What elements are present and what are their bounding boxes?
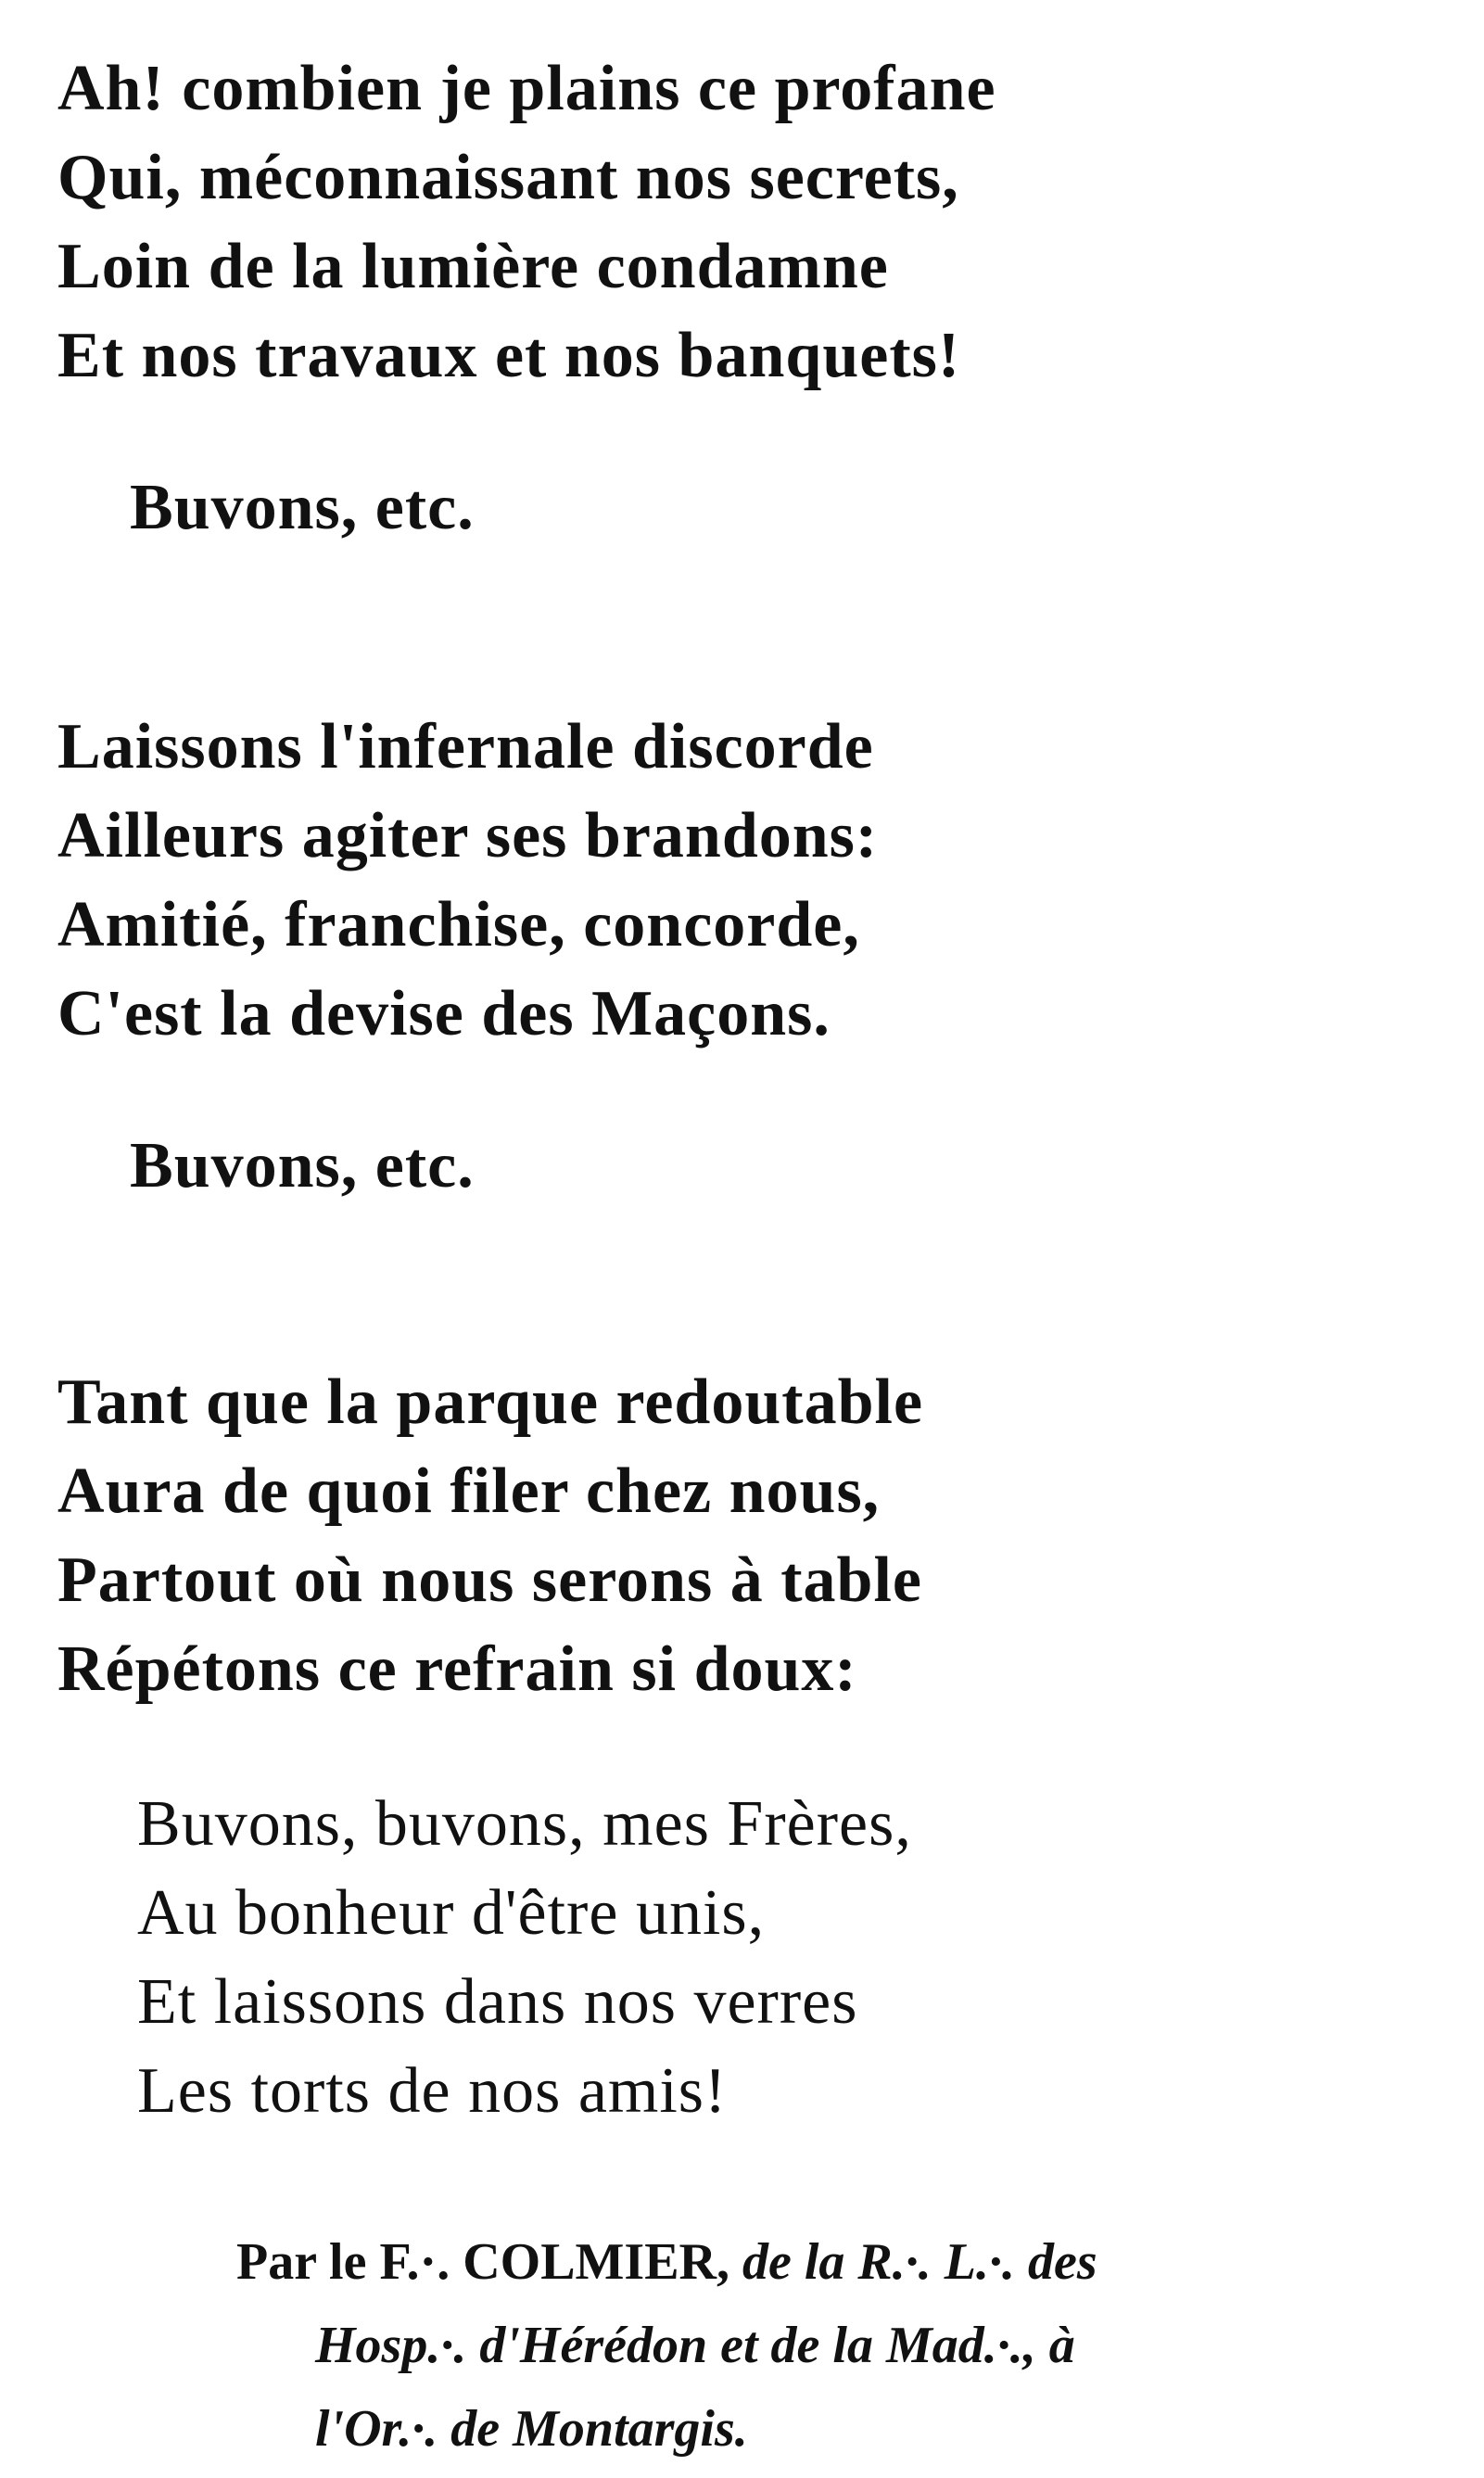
attribution-line-2: Hosp.·. d'Hérédon et de la Mad.·., à — [315, 2317, 1075, 2374]
verse-line: C'est la devise des Maçons. — [57, 978, 831, 1049]
verse-line: Ah! combien je plains ce profane — [57, 53, 996, 124]
verse-line: Qui, méconnaissant nos secrets, — [57, 142, 959, 213]
verse-line: Ailleurs agiter ses brandons: — [57, 800, 879, 871]
verse-line: Loin de la lumière condamne — [57, 231, 889, 302]
stanza-1 — [57, 44, 1429, 400]
chorus-line: Buvons, buvons, mes Frères, — [137, 1788, 912, 1860]
verse-line: Tant que la parque redoutable — [57, 1366, 924, 1438]
stanza-2 — [57, 703, 1429, 1059]
refrain-line: Buvons, etc. — [130, 1130, 475, 1201]
verse-line: Laissons l'infernale discorde — [57, 711, 874, 782]
stanza-3 — [57, 1358, 1429, 1714]
verse-line: Répétons ce refrain si doux: — [57, 1633, 857, 1705]
refrain-line: Buvons, etc. — [130, 472, 475, 543]
author-credit: Par le F.·. COLMIER, — [236, 2233, 729, 2291]
chorus-line: Et laissons dans nos verres — [137, 1966, 858, 2038]
attribution-line-3: l'Or.·. de Montargis. — [315, 2400, 748, 2458]
chorus — [137, 1780, 1453, 2136]
verse-line: Et nos travaux et nos banquets! — [57, 320, 961, 391]
verse-line: Partout où nous serons à table — [57, 1544, 922, 1616]
verse-line: Aura de quoi filer chez nous, — [57, 1455, 881, 1527]
attribution — [236, 2220, 1460, 2471]
lodge-credit: de la R.·. L.·. des — [742, 2233, 1097, 2291]
attribution-line-1 — [236, 2220, 1460, 2304]
verse-line: Amitié, franchise, concorde, — [57, 889, 860, 960]
chorus-line: Les torts de nos amis! — [137, 2055, 728, 2127]
chorus-line: Au bonheur d'être unis, — [137, 1877, 766, 1949]
